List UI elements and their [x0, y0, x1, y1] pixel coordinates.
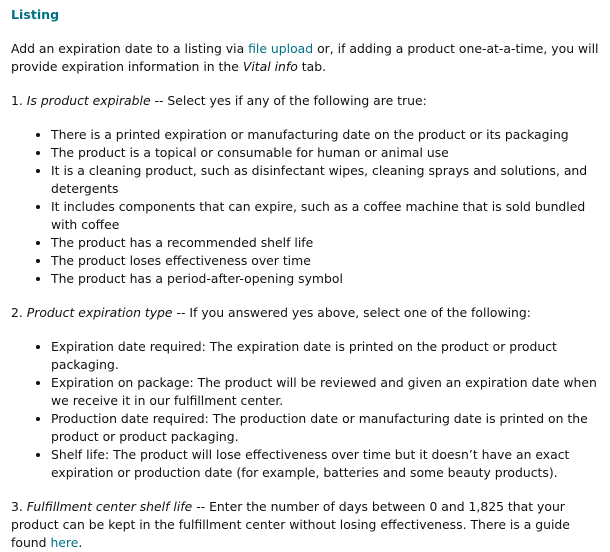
section-1-term: Is product expirable: [26, 93, 151, 108]
list-item: The product has a period-after-opening symbol: [51, 270, 600, 288]
intro-text-3: tab.: [297, 59, 327, 74]
section-2-term: Product expiration type: [26, 305, 173, 320]
list-item: The product loses effectiveness over time: [51, 252, 600, 270]
intro-text-2: or, if adding a product one-at-a-time, you will provide expiration information in the: [11, 41, 599, 74]
intro-paragraph: [11, 40, 600, 76]
section-1-number: 1.: [11, 93, 27, 108]
section-2-number: 2.: [11, 305, 27, 320]
section-3-end: .: [78, 535, 83, 550]
list-item: It is a cleaning product, such as disinfectant wipes, cleaning sprays and solutions, and detergents: [51, 162, 600, 198]
list-item: The product has a recommended shelf life: [51, 234, 600, 252]
section-3-text: -- Enter the number of days between 0 and 1,825 that your product can be kept in the fulfillment center without losing effectiveness. There is a guide found: [11, 499, 570, 550]
section-3-paragraph: [11, 498, 600, 552]
list-item: Expiration on package: The product will be reviewed and given an expiration date when we receive it in our fulfillment center.: [51, 374, 600, 410]
page-title: Listing: [11, 7, 60, 22]
list-item: Shelf life: The product will lose effectiveness over time but it doesn’t have an exact expiration or production date (for example, batteries and some beauty products).: [51, 446, 600, 482]
shelf-life-guide-link[interactable]: here: [50, 535, 79, 550]
section-1-heading: [11, 92, 600, 110]
file-upload-link[interactable]: file upload: [248, 41, 314, 56]
list-item: There is a printed expiration or manufacturing date on the product or its packaging: [51, 126, 600, 144]
intro-text-1: Add an expiration date to a listing via: [11, 41, 249, 56]
section-3-term: Fulfillment center shelf life: [26, 499, 193, 514]
vital-info-tab-name: Vital info: [242, 59, 298, 74]
list-item: It includes components that can expire, such as a coffee machine that is sold bundled with coffee: [51, 198, 600, 234]
list-item: Production date required: The production date or manufacturing date is printed on the product or product packaging.: [51, 410, 600, 446]
section-2-list: [11, 338, 600, 482]
list-item: The product is a topical or consumable for human or animal use: [51, 144, 600, 162]
section-2-heading: [11, 304, 600, 322]
section-3-number: 3.: [11, 499, 27, 514]
section-1-text: -- Select yes if any of the following are true:: [150, 93, 427, 108]
section-1-list: [11, 126, 600, 288]
list-item: Expiration date required: The expiration date is printed on the product or product packaging.: [51, 338, 600, 374]
section-2-text: -- If you answered yes above, select one of the following:: [172, 305, 531, 320]
